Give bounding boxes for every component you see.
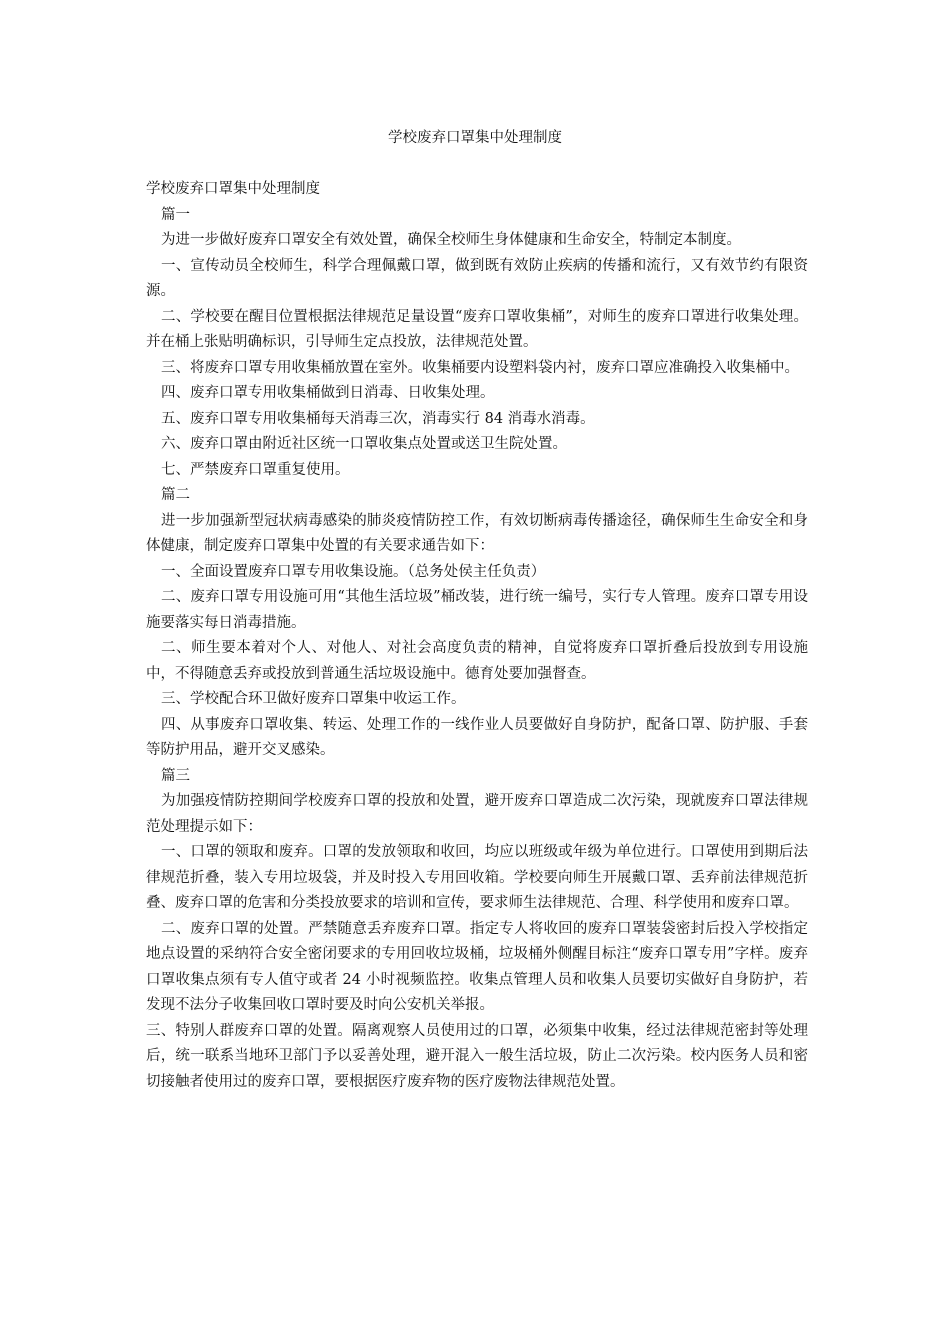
paragraph: 五、废弃口罩专用收集桶每天消毒三次，消毒实行 84 消毒水消毒。 bbox=[161, 410, 595, 427]
paragraph: 为进一步做好废弃口罩安全有效处置，确保全校师生身体健康和生命安全，特制定本制度。 bbox=[161, 232, 741, 248]
paragraph: 七、严禁废弃口罩重复使用。 bbox=[161, 461, 350, 478]
paragraph: 三、学校配合环卫做好废弃口罩集中收运工作。 bbox=[161, 691, 466, 707]
paragraph: 一、口罩的领取和废弃。口罩的发放领取和收回，均应以班级或年级为单位进行。口罩使用到期后法律规范折叠，装入专用垃圾袋，并及时投入专用回收箱。学校要向师生开展戴口罩、丢弃前法律规范折叠、废弃口罩的危害和分类投放要求的培训和宣传，要求师生法律规范、合理、科学使用和废弃口罩。 bbox=[146, 844, 808, 911]
paragraph: 二、学校要在醒目位置根据法律规范足量设置“废弃口罩收集桶”，对师生的废弃口罩进行收集处理。并在桶上张贴明确标识，引导师生定点投放，法律规范处置。 bbox=[146, 308, 808, 350]
paragraph: 四、从事废弃口罩收集、转运、处理工作的一线作业人员要做好自身防护，配备口罩、防护服、手套等防护用品，避开交叉感染。 bbox=[146, 716, 808, 758]
paragraph: 二、师生要本着对个人、对他人、对社会高度负责的精神，自觉将废弃口罩折叠后投放到专用设施中，不得随意丢弃或投放到普通生活垃圾设施中。德育处要加强督查。 bbox=[146, 640, 808, 682]
document-body bbox=[146, 177, 808, 1095]
paragraph: 二、废弃口罩专用设施可用“其他生活垃圾”桶改装，进行统一编号，实行专人管理。废弃口罩专用设施要落实每日消毒措施。 bbox=[146, 589, 808, 631]
paragraph: 三、特别人群废弃口罩的处置。隔离观察人员使用过的口罩，必须集中收集，经过法律规范密封等处理后，统一联系当地环卫部门予以妥善处理，避开混入一般生活垃圾，防止二次污染。校内医务人员和密切接触者使用过的废弃口罩，要根据医疗废弃物的医疗废物法律规范处置。 bbox=[146, 1022, 808, 1090]
body-heading: 学校废弃口罩集中处理制度 bbox=[146, 181, 320, 197]
paragraph: 六、废弃口罩由附近社区统一口罩收集点处置或送卫生院处置。 bbox=[161, 436, 567, 452]
paragraph: 四、废弃口罩专用收集桶做到日消毒、日收集处理。 bbox=[161, 385, 495, 401]
paragraph: 三、将废弃口罩专用收集桶放置在室外。收集桶要内设塑料袋内衬，废弃口罩应准确投入收集桶中。 bbox=[161, 359, 799, 376]
section-label-3: 篇三 bbox=[161, 767, 190, 784]
paragraph: 一、全面设置废弃口罩专用收集设施。（总务处侯主任负责） bbox=[161, 563, 546, 580]
paragraph: 为加强疫情防控期间学校废弃口罩的投放和处置，避开废弃口罩造成二次污染，现就废弃口罩法律规范处理提示如下： bbox=[146, 793, 808, 835]
paragraph: 一、宣传动员全校师生，科学合理佩戴口罩，做到既有效防止疾病的传播和流行，又有效节约有限资源。 bbox=[146, 257, 808, 299]
paragraph: 进一步加强新型冠状病毒感染的肺炎疫情防控工作，有效切断病毒传播途径，确保师生生命安全和身体健康，制定废弃口罩集中处置的有关要求通告如下： bbox=[146, 512, 808, 554]
section-label-1: 篇一 bbox=[161, 206, 190, 223]
section-label-2: 篇二 bbox=[161, 487, 190, 503]
document-title: 学校废弃口罩集中处理制度 bbox=[388, 130, 562, 146]
paragraph: 二、废弃口罩的处置。严禁随意丢弃废弃口罩。指定专人将收回的废弃口罩装袋密封后投入学校指定地点设置的采纳符合安全密闭要求的专用回收垃圾桶，垃圾桶外侧醒目标注“废弃口罩专用”字样。废弃口罩收集点须有专人值守或者 24 小时视频监控。收集点管理人员和收集人员要切实做好自身防护，若发现不法分子收集回收口罩时要及时向公安机关举报。 bbox=[146, 920, 808, 1013]
